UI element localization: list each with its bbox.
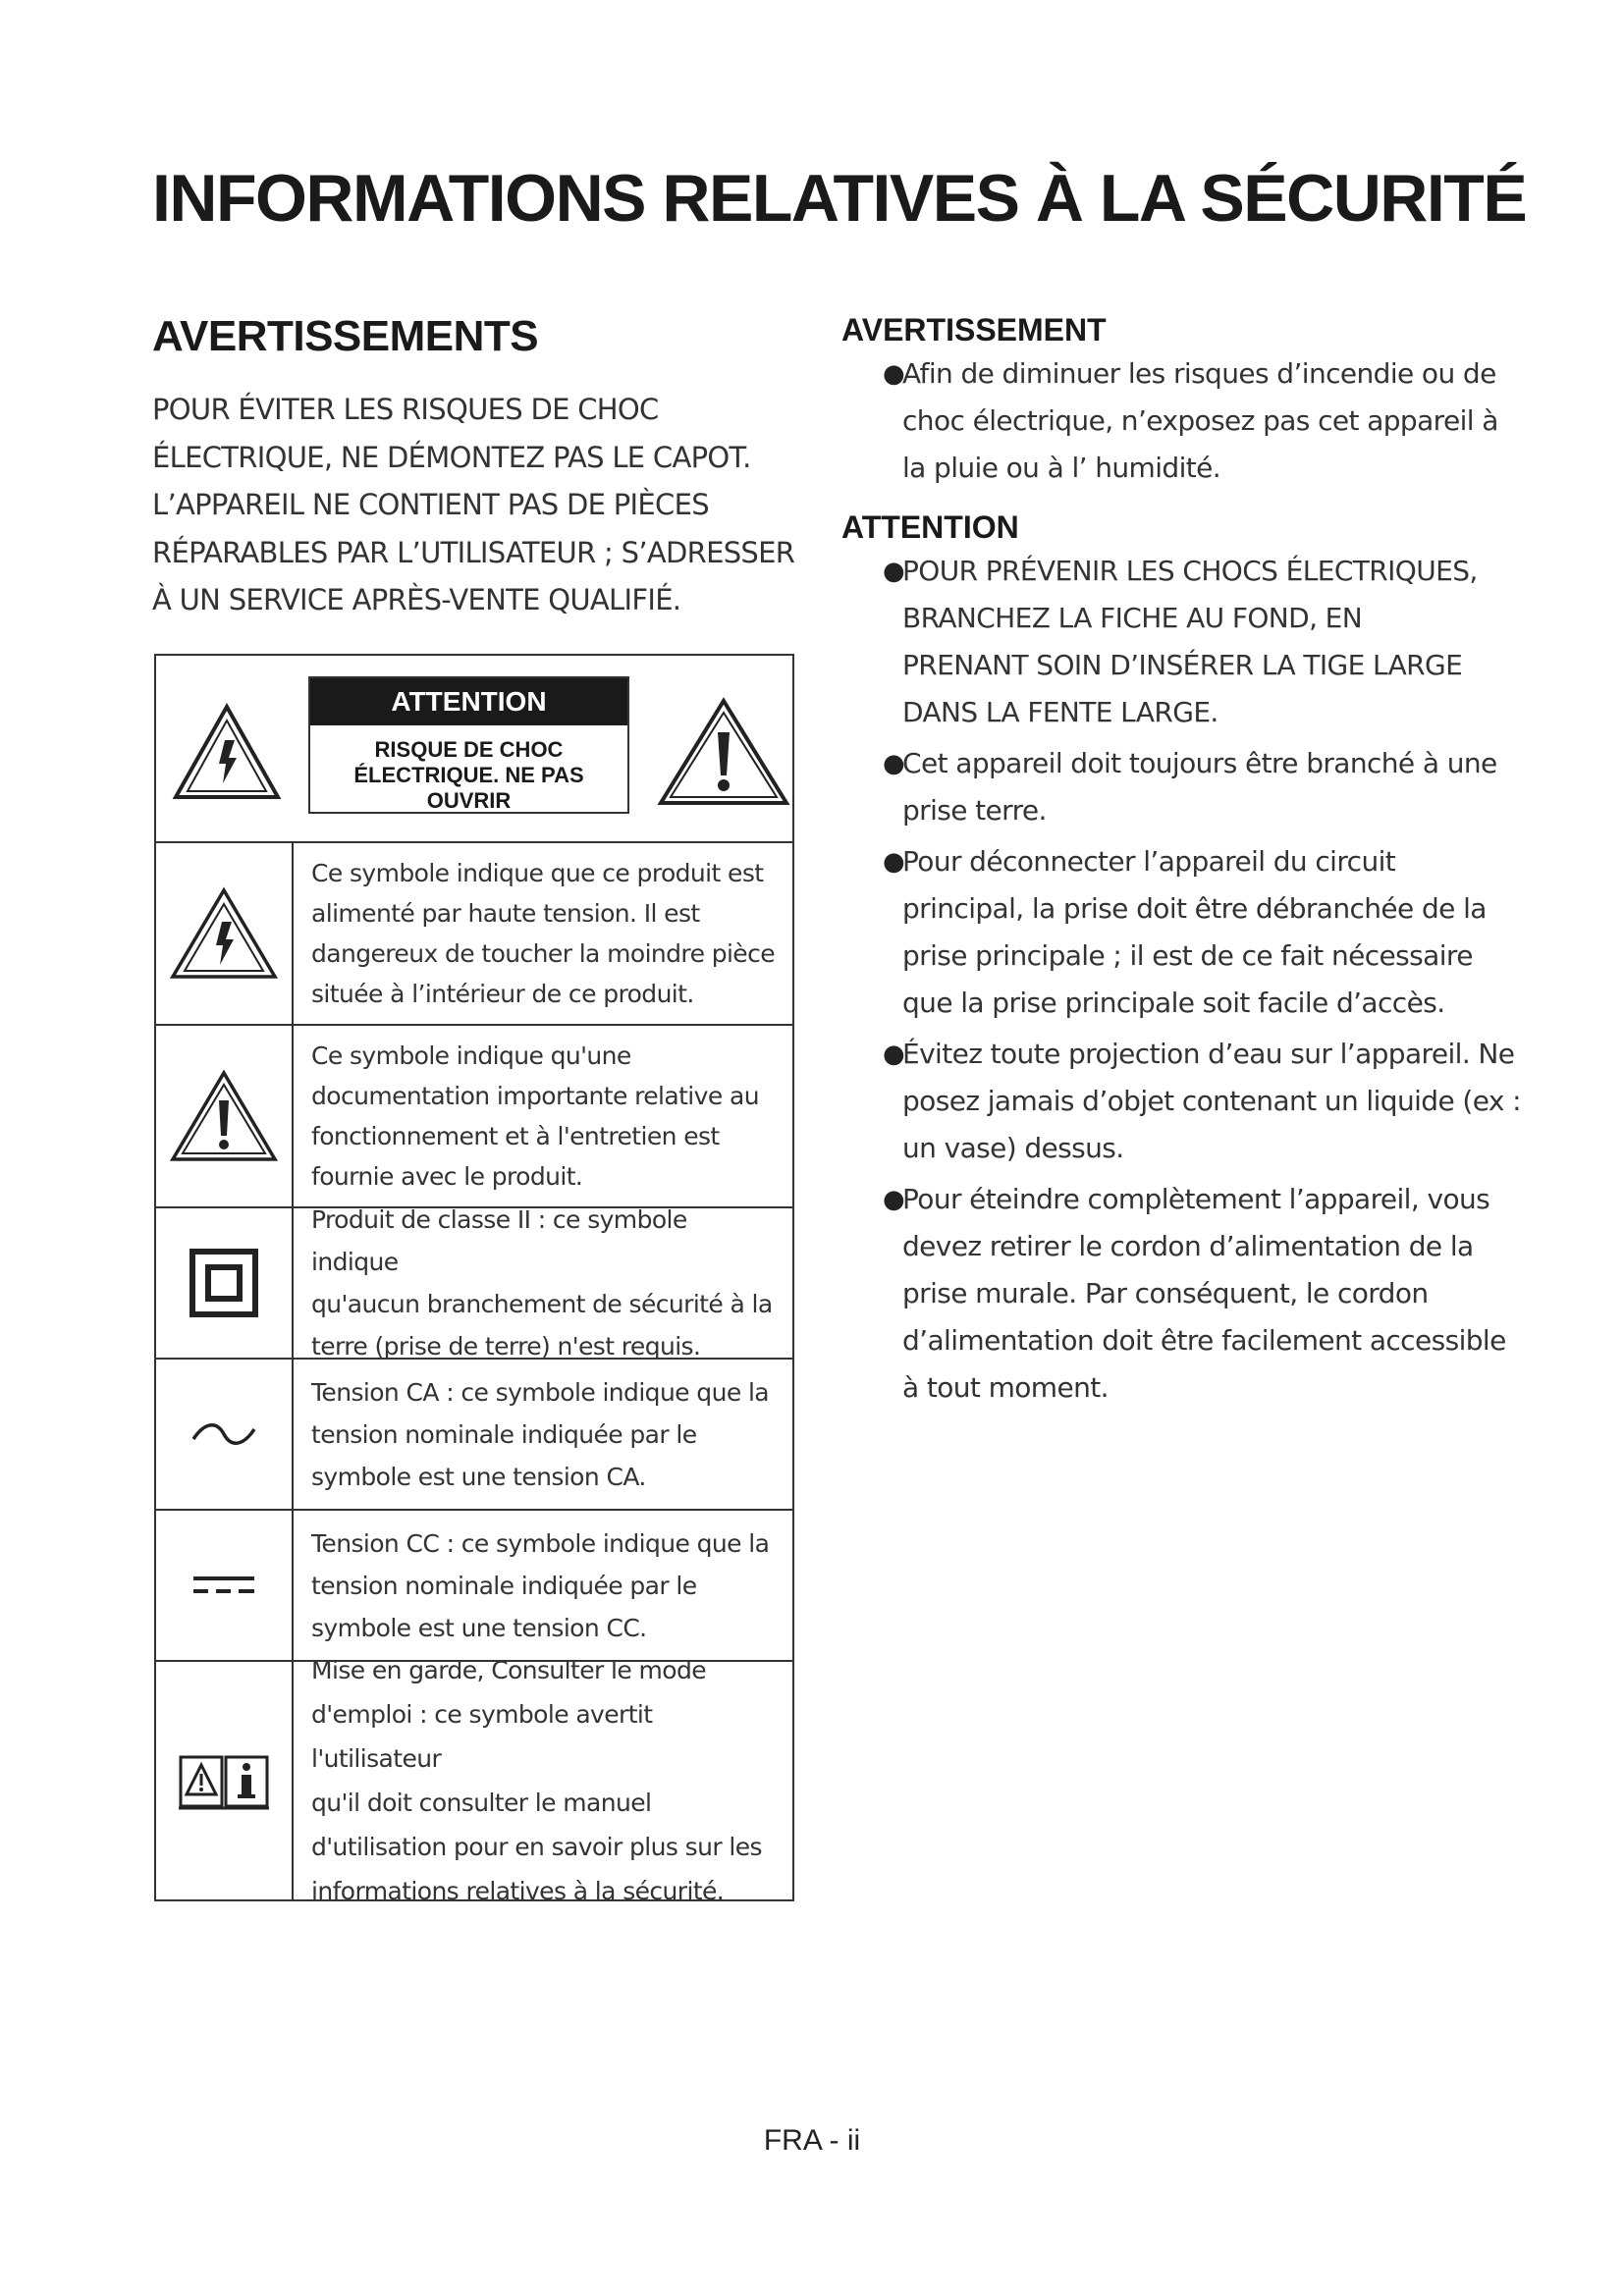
description-line: dangereux de toucher la moindre pièce <box>311 939 776 968</box>
bullet-line: choc électrique, n’exposez pas cet appareil à <box>902 404 1498 437</box>
bullet-line: la pluie ou à l’ humidité. <box>902 452 1221 484</box>
description-line: tension nominale indiquée par le <box>311 1419 697 1449</box>
symbol-row-dc <box>156 1509 792 1660</box>
symbol-row-class-ii <box>156 1205 792 1361</box>
right-column <box>841 312 1521 1412</box>
bullet-dot: ● <box>883 749 905 778</box>
bullet-line: Évitez toute projection d’eau sur l’appareil. Ne <box>902 1038 1515 1070</box>
symbol-icon-cell <box>156 1360 294 1509</box>
description-line: Ce symbole indique que ce produit est <box>311 859 764 887</box>
warning-paragraph <box>152 386 800 624</box>
attention-label-line: OUVRIR <box>426 788 512 813</box>
manual-info-icon <box>177 1749 271 1812</box>
description-line: située à l’intérieur de ce produit. <box>311 980 694 1008</box>
symbol-icon-cell <box>156 1662 294 1899</box>
bullet-line: à tout moment. <box>902 1371 1109 1404</box>
class-ii-double-square-icon <box>189 1248 259 1318</box>
bullet-line: Pour déconnecter l’appareil du circuit <box>902 845 1396 878</box>
attention-label-body <box>310 725 627 814</box>
bullet-line: Pour éteindre complètement l’appareil, vous <box>902 1183 1490 1215</box>
description-line: Produit de classe II : ce symbole indique <box>311 1205 687 1276</box>
description-line: terre (prise de terre) n'est requis. <box>311 1332 701 1361</box>
bullet-dot: ● <box>883 1040 905 1069</box>
bullet-line: DANS LA FENTE LARGE. <box>902 696 1218 728</box>
lightning-triangle-icon <box>172 703 282 801</box>
warning-line: ÉLECTRIQUE, NE DÉMONTEZ PAS LE CAPOT. <box>152 440 751 474</box>
page-footer: FRA - ii <box>763 2124 861 2157</box>
symbol-icon-cell <box>156 1511 294 1660</box>
description-line: d'utilisation pour en savoir plus sur les <box>311 1833 762 1861</box>
warning-line: L’APPAREIL NE CONTIENT PAS DE PIÈCES <box>152 488 709 521</box>
symbol-description <box>294 1511 792 1660</box>
symbol-description <box>294 843 792 1024</box>
bullet-dot: ● <box>883 359 905 389</box>
description-line: Ce symbole indique qu'une <box>311 1041 631 1070</box>
bullet-item <box>841 740 1497 834</box>
bullet-dot: ● <box>883 557 905 586</box>
lightning-triangle-icon <box>169 886 279 981</box>
warning-line: À UN SERVICE APRÈS-VENTE QUALIFIÉ. <box>152 583 681 616</box>
description-line: documentation importante relative au <box>311 1082 759 1110</box>
bullet-line: principal, la prise doit être débranchée de la <box>902 892 1487 925</box>
bullet-line: Afin de diminuer les risques d’incendie ou de <box>902 357 1496 390</box>
bullet-item <box>841 350 1498 492</box>
attention-heading: ATTENTION <box>841 509 1019 545</box>
attention-label <box>308 676 629 814</box>
description-line: qu'il doit consulter le manuel <box>311 1789 652 1817</box>
bullet-line: prise principale ; il est de ce fait nécessaire <box>902 939 1473 972</box>
ac-tilde-icon <box>189 1419 258 1449</box>
attention-label-title: ATTENTION <box>310 678 627 725</box>
description-line: tension nominale indiquée par le <box>311 1571 697 1600</box>
description-line: informations relatives à la sécurité. <box>311 1877 725 1905</box>
bullet-line: posez jamais d’objet contenant un liquide (ex : <box>902 1085 1521 1117</box>
description-line: qu'aucun branchement de sécurité à la <box>311 1290 773 1318</box>
warning-heading: AVERTISSEMENT <box>841 312 1107 347</box>
bullet-line: Cet appareil doit toujours être branché à une <box>902 747 1497 779</box>
warning-line: RÉPARABLES PAR L’UTILISATEUR ; S’ADRESSER <box>152 535 795 569</box>
bullet-item <box>841 1176 1506 1412</box>
bullet-line: devez retirer le cordon d’alimentation de la <box>902 1230 1474 1262</box>
symbol-description <box>294 1205 792 1361</box>
description-line: fournie avec le produit. <box>311 1162 583 1191</box>
dc-lines-icon <box>191 1574 256 1597</box>
bullet-line: que la prise principale soit facile d’accès. <box>902 987 1445 1019</box>
bullet-item <box>841 838 1489 1027</box>
description-line: Mise en garde, Consulter le mode <box>311 1656 707 1684</box>
description-line: symbole est une tension CC. <box>311 1613 647 1642</box>
symbol-row-consult-manual <box>156 1656 792 1905</box>
warnings-heading: AVERTISSEMENTS <box>152 312 539 360</box>
attention-header-row <box>156 656 792 841</box>
bullet-line: POUR PRÉVENIR LES CHOCS ÉLECTRIQUES, <box>902 555 1478 587</box>
bullet-dot: ● <box>883 1185 905 1214</box>
symbol-row-high-voltage <box>156 841 792 1024</box>
bullet-line: BRANCHEZ LA FICHE AU FOND, EN <box>902 602 1363 634</box>
description-line: alimenté par haute tension. Il est <box>311 899 700 928</box>
page-title: INFORMATIONS RELATIVES À LA SÉCURITÉ <box>152 161 1527 236</box>
symbol-icon-cell <box>156 843 294 1024</box>
attention-label-line: ÉLECTRIQUE. NE PAS <box>353 763 584 787</box>
symbol-icon-cell <box>156 1026 294 1206</box>
description-line: symbole est une tension CA. <box>311 1462 646 1491</box>
symbol-description <box>294 1656 792 1905</box>
bullet-item <box>841 1031 1521 1172</box>
bullet-line: prise murale. Par conséquent, le cordon <box>902 1277 1429 1309</box>
description-line: Tension CC : ce symbole indique que la <box>311 1528 770 1558</box>
description-line: Tension CA : ce symbole indique que la <box>311 1377 770 1407</box>
bullet-item <box>841 548 1489 736</box>
safety-symbols-table <box>154 654 794 1905</box>
bullet-line: prise terre. <box>902 794 1047 827</box>
symbol-description <box>294 1360 792 1509</box>
bullet-line: d’alimentation doit être facilement accessible <box>902 1324 1506 1357</box>
attention-label-line: RISQUE DE CHOC <box>374 737 564 762</box>
description-line: d'emploi : ce symbole avertit l'utilisateur <box>311 1700 653 1773</box>
symbol-row-documentation <box>156 1024 792 1206</box>
symbol-row-ac <box>156 1358 792 1509</box>
symbol-icon-cell <box>156 1208 294 1358</box>
bullet-line: un vase) dessus. <box>902 1132 1124 1164</box>
bullet-line: PRENANT SOIN D’INSÉRER LA TIGE LARGE <box>902 649 1463 681</box>
exclamation-triangle-icon <box>657 697 790 807</box>
exclamation-triangle-icon <box>169 1069 279 1163</box>
description-line: fonctionnement et à l'entretien est <box>311 1122 720 1150</box>
bullet-dot: ● <box>883 847 905 877</box>
symbol-description <box>294 1026 792 1206</box>
warning-line: POUR ÉVITER LES RISQUES DE CHOC <box>152 393 659 426</box>
